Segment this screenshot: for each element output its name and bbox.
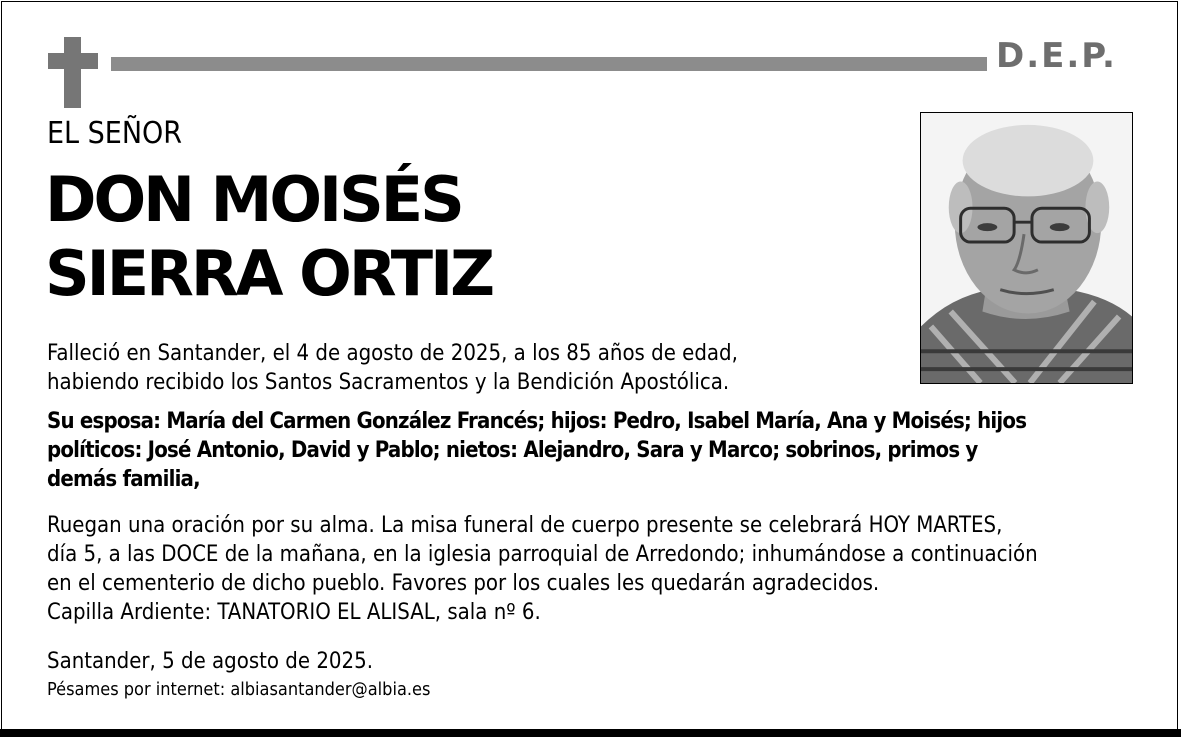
family-line-2: políticos: José Antonio, David y Pablo; nietos: Alejandro, Sara y Marco; sobrinos, primos y	[47, 438, 978, 463]
service-line-4: Capilla Ardiente: TANATORIO EL ALISAL, sala nº 6.	[47, 600, 541, 625]
bottom-border	[0, 729, 1181, 737]
condolences-line: Pésames por internet: albiasantander@albia.es	[47, 679, 431, 700]
service-line-3: en el cementerio de dicho pueblo. Favores por los cuales les quedarán agradecidos.	[47, 571, 880, 596]
service-line-1: Ruegan una oración por su alma. La misa funeral de cuerpo presente se celebrará HOY MARTES,	[47, 513, 1003, 538]
service-line-2: día 5, a las DOCE de la mañana, en la iglesia parroquial de Arredondo; inhumándose a continuación	[47, 542, 1038, 567]
name-line-1: DON MOISÉS	[45, 163, 462, 236]
deceased-name	[45, 163, 665, 311]
family-line-1: Su esposa: María del Carmen González Francés; hijos: Pedro, Isabel María, Ana y Moisés; hijos	[47, 409, 1027, 434]
header-rule	[111, 57, 987, 71]
family-list	[47, 407, 1157, 494]
dep-label: D.E.P.	[996, 36, 1117, 76]
name-line-2: SIERRA ORTIZ	[45, 237, 493, 310]
deceased-title: EL SEÑOR	[47, 116, 183, 151]
announcement-line-1: Falleció en Santander, el 4 de agosto de 2025, a los 85 años de edad,	[47, 341, 738, 366]
announcement-line-2: habiendo recibido los Santos Sacramentos y la Bendición Apostólica.	[47, 370, 730, 395]
family-line-3: demás familia,	[47, 467, 200, 492]
announcement	[47, 339, 1157, 397]
service-details	[47, 511, 1157, 627]
place-date: Santander, 5 de agosto de 2025.	[47, 649, 373, 674]
